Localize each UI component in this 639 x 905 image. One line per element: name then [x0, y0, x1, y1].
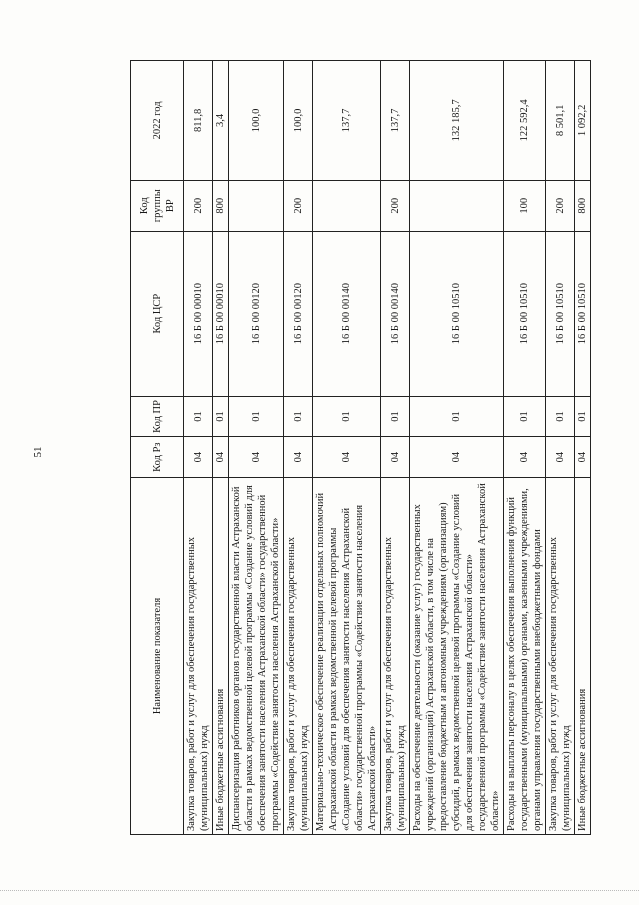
- row-name: Закупка товаров, работ и услуг для обеспечения государственных (муниципальных) нужд: [284, 477, 313, 834]
- row-pr: 01: [381, 396, 410, 437]
- row-rz: 04: [410, 437, 504, 478]
- row-csr: 16 Б 00 10510: [504, 231, 546, 396]
- table-body: [184, 61, 591, 835]
- row-pr: 01: [313, 396, 381, 437]
- row-pr: 01: [410, 396, 504, 437]
- row-csr: 16 Б 00 00010: [213, 231, 229, 396]
- row-pr: 01: [184, 396, 213, 437]
- row-rz: 04: [546, 437, 575, 478]
- header-rz: Код Рз: [131, 437, 184, 478]
- row-name: Расходы на обеспечение деятельности (оказание услуг) государственных учреждений (организаций) Астраханской области, в том числе на предоставление бюджетным и автономным учреждениям (организациям) субсидий, в рамках ведомственной целевой программы «Создание условий для обеспечения занятости населения Астраханской области» государственной программы «Содействие занятости населения Астраханской области»: [410, 477, 504, 834]
- row-vr: 800: [213, 180, 229, 231]
- row-vr: [313, 180, 381, 231]
- row-name: Закупка товаров, работ и услуг для обеспечения государственных (муниципальных) нужд: [184, 477, 213, 834]
- table-row: [504, 61, 546, 835]
- row-csr: 16 Б 00 00010: [184, 231, 213, 396]
- row-name: Закупка товаров, работ и услуг для обеспечения государственных (муниципальных) нужд: [381, 477, 410, 834]
- row-csr: 16 Б 00 10510: [546, 231, 575, 396]
- row-rz: 04: [184, 437, 213, 478]
- row-value: 811,8: [184, 61, 213, 181]
- row-csr: 16 Б 00 00140: [313, 231, 381, 396]
- row-rz: 04: [229, 437, 284, 478]
- row-value: 137,7: [381, 61, 410, 181]
- row-vr: 200: [381, 180, 410, 231]
- row-value: 132 185,7: [410, 61, 504, 181]
- row-pr: 01: [213, 396, 229, 437]
- row-pr: 01: [546, 396, 575, 437]
- row-rz: 04: [381, 437, 410, 478]
- row-vr: 200: [546, 180, 575, 231]
- row-pr: 01: [575, 396, 591, 437]
- row-rz: 04: [284, 437, 313, 478]
- row-csr: 16 Б 00 10510: [410, 231, 504, 396]
- row-csr: 16 Б 00 10510: [575, 231, 591, 396]
- table-row: [184, 61, 213, 835]
- row-vr: 800: [575, 180, 591, 231]
- row-value: 100,0: [284, 61, 313, 181]
- row-rz: 04: [213, 437, 229, 478]
- table-row: [575, 61, 591, 835]
- row-name: Расходы на выплаты персоналу в целях обеспечения выполнения функций государственными (муниципальными) органами, казенными учреждениями, органами управления государственными внебюджетными фондами: [504, 477, 546, 834]
- row-name: Иные бюджетные ассигнования: [213, 477, 229, 834]
- row-name: Материально-техническое обеспечение реализации отдельных полномочий Астраханской области в рамках ведомственной целевой программы «Создание условий для обеспечения занятости населения Астраханской области» государственной программы «Содействие занятости населения Астраханской области»: [313, 477, 381, 834]
- header-pr: Код ПР: [131, 396, 184, 437]
- header-vr: Код группы ВР: [131, 180, 184, 231]
- table-row: [381, 61, 410, 835]
- row-value: 122 592,4: [504, 61, 546, 181]
- row-name: Закупка товаров, работ и услуг для обеспечения государственных (муниципальных) нужд: [546, 477, 575, 834]
- row-name: Диспансеризация работников органов государственной власти Астраханской области в рамках ведомственной целевой программы «Создание условий для обеспечения занятости населения Астраханской области» государственной программы «Содействие занятости населения Астраханской области»: [229, 477, 284, 834]
- row-csr: 16 Б 00 00120: [229, 231, 284, 396]
- row-rz: 04: [504, 437, 546, 478]
- row-value: 3,4: [213, 61, 229, 181]
- row-vr: 200: [284, 180, 313, 231]
- row-rz: 04: [313, 437, 381, 478]
- row-vr: 100: [504, 180, 546, 231]
- row-value: 100,0: [229, 61, 284, 181]
- row-rz: 04: [575, 437, 591, 478]
- row-csr: 16 Б 00 00140: [381, 231, 410, 396]
- page-number: 51: [32, 446, 44, 458]
- row-vr: [229, 180, 284, 231]
- row-value: 1 092,2: [575, 61, 591, 181]
- header-year: 2022 год: [131, 61, 184, 181]
- row-vr: 200: [184, 180, 213, 231]
- row-vr: [410, 180, 504, 231]
- header-name: Наименование показателя: [131, 477, 184, 834]
- row-pr: 01: [504, 396, 546, 437]
- row-csr: 16 Б 00 00120: [284, 231, 313, 396]
- row-value: 8 501,1: [546, 61, 575, 181]
- table-row: [284, 61, 313, 835]
- scan-edge-divider: [0, 890, 639, 891]
- table-row: [229, 61, 284, 835]
- row-value: 137,7: [313, 61, 381, 181]
- row-pr: 01: [284, 396, 313, 437]
- budget-table-container: [130, 60, 639, 835]
- table-row: [213, 61, 229, 835]
- table-row: [313, 61, 381, 835]
- header-csr: Код ЦСР: [131, 231, 184, 396]
- table-row: [546, 61, 575, 835]
- table-header-row: [131, 61, 184, 835]
- table-row: [410, 61, 504, 835]
- budget-table: [130, 60, 591, 835]
- row-pr: 01: [229, 396, 284, 437]
- row-name: Иные бюджетные ассигнования: [575, 477, 591, 834]
